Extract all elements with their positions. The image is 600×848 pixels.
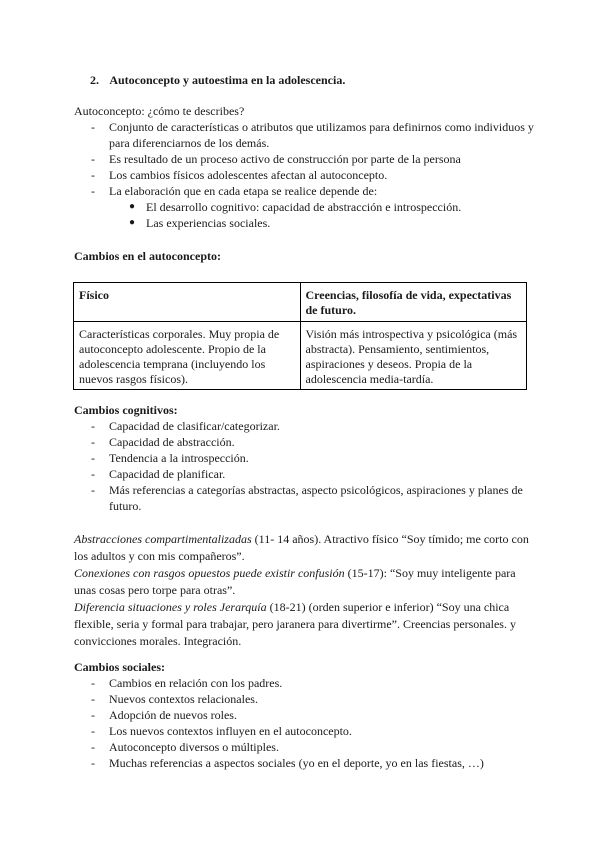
intro-question: Autoconcepto: ¿cómo te describes?	[74, 104, 245, 118]
stage-description: (11- 14 años). Atractivo físico “Soy tímido; me corto con los adultos y con mis compañeros”.	[74, 532, 529, 563]
list-item: - Adopción de nuevos roles.	[91, 708, 237, 722]
list-item: - Capacidad de abstracción.	[91, 435, 235, 449]
intro-list	[74, 119, 544, 231]
list-item: - Es resultado de un proceso activo de construcción por parte de la persona	[91, 152, 461, 166]
section-heading	[90, 73, 345, 88]
bullet-icon: ●	[129, 201, 136, 212]
list-item: - Autoconcepto diversos o múltiples.	[91, 740, 279, 754]
autoconcepto-table	[73, 282, 527, 390]
stage-item	[74, 531, 534, 565]
list-item: - Muchas referencias a aspectos sociales (yo en el deporte, yo en las fiestas, …)	[91, 756, 484, 770]
cognitive-list	[74, 418, 544, 514]
table-header-cell: Físico	[74, 283, 301, 322]
table-cell: Características corporales. Muy propia de autoconcepto adolescente. Propio de la adolescencia temprana (incluyendo los nuevos rasgos físicos).	[74, 322, 301, 390]
section-number: 2.	[90, 73, 99, 87]
stage-item	[74, 599, 534, 650]
sublist-item: ● Las experiencias sociales.	[129, 216, 271, 230]
list-item: - Capacidad de clasificar/categorizar.	[91, 419, 280, 433]
table-row	[74, 322, 527, 390]
stage-item	[74, 565, 534, 599]
list-item: - Los cambios físicos adolescentes afectan al autoconcepto.	[91, 168, 388, 182]
bullet-icon: ●	[129, 217, 136, 228]
list-item: - Cambios en relación con los padres.	[91, 676, 283, 690]
list-item: - Capacidad de planificar.	[91, 467, 226, 481]
intro-sublist	[109, 199, 544, 231]
list-item: - Más referencias a categorías abstractas, aspecto psicológicos, aspiraciones y planes de futuro.	[91, 483, 523, 513]
cognitive-changes-title: Cambios cognitivos:	[74, 403, 178, 417]
sublist-item: ● El desarrollo cognitivo: capacidad de abstracción e introspección.	[129, 200, 462, 214]
stage-description: (15-17): “Soy muy inteligente para unas cosas pero torpe para otras”.	[74, 566, 516, 597]
stage-description: (18-21) (orden superior e inferior) “Soy una chica flexible, seria y formal para trabajar, pero jaranera para divertirme”. Creencias personales. y convicciones morales. Integración.	[74, 600, 516, 648]
table-header-cell: Creencias, filosofía de vida, expectativas de futuro.	[300, 283, 527, 322]
list-item: - La elaboración que en cada etapa se realice depende de: ● El desarrollo cognitivo: capacidad de abstracción e introspección. ● Las experiencias sociales.	[74, 183, 544, 231]
stage-term: Conexiones con rasgos opuestos puede existir confusión	[74, 566, 345, 580]
list-item: - Los nuevos contextos influyen en el autoconcepto.	[91, 724, 352, 738]
table-header-row	[74, 283, 527, 322]
stage-term: Diferencia situaciones y roles Jerarquía	[74, 600, 267, 614]
social-list	[74, 675, 544, 771]
table-cell: Visión más introspectiva y psicológica (más abstracta). Pensamiento, sentimientos, aspiraciones y deseos. Propia de la adolescencia media-tardía.	[300, 322, 527, 390]
list-item: - Conjunto de características o atributos que utilizamos para definirnos como individuos y para diferenciarnos de los demás.	[91, 120, 534, 150]
list-item: - Nuevos contextos relacionales.	[91, 692, 258, 706]
section-title: Autoconcepto y autoestima en la adolescencia.	[109, 73, 346, 87]
autoconcepto-changes-title: Cambios en el autoconcepto:	[74, 249, 221, 263]
stages-paragraph	[74, 531, 534, 650]
stage-term: Abstracciones compartimentalizadas	[74, 532, 252, 546]
list-item: - Tendencia a la introspección.	[91, 451, 249, 465]
social-changes-title: Cambios sociales:	[74, 660, 165, 674]
